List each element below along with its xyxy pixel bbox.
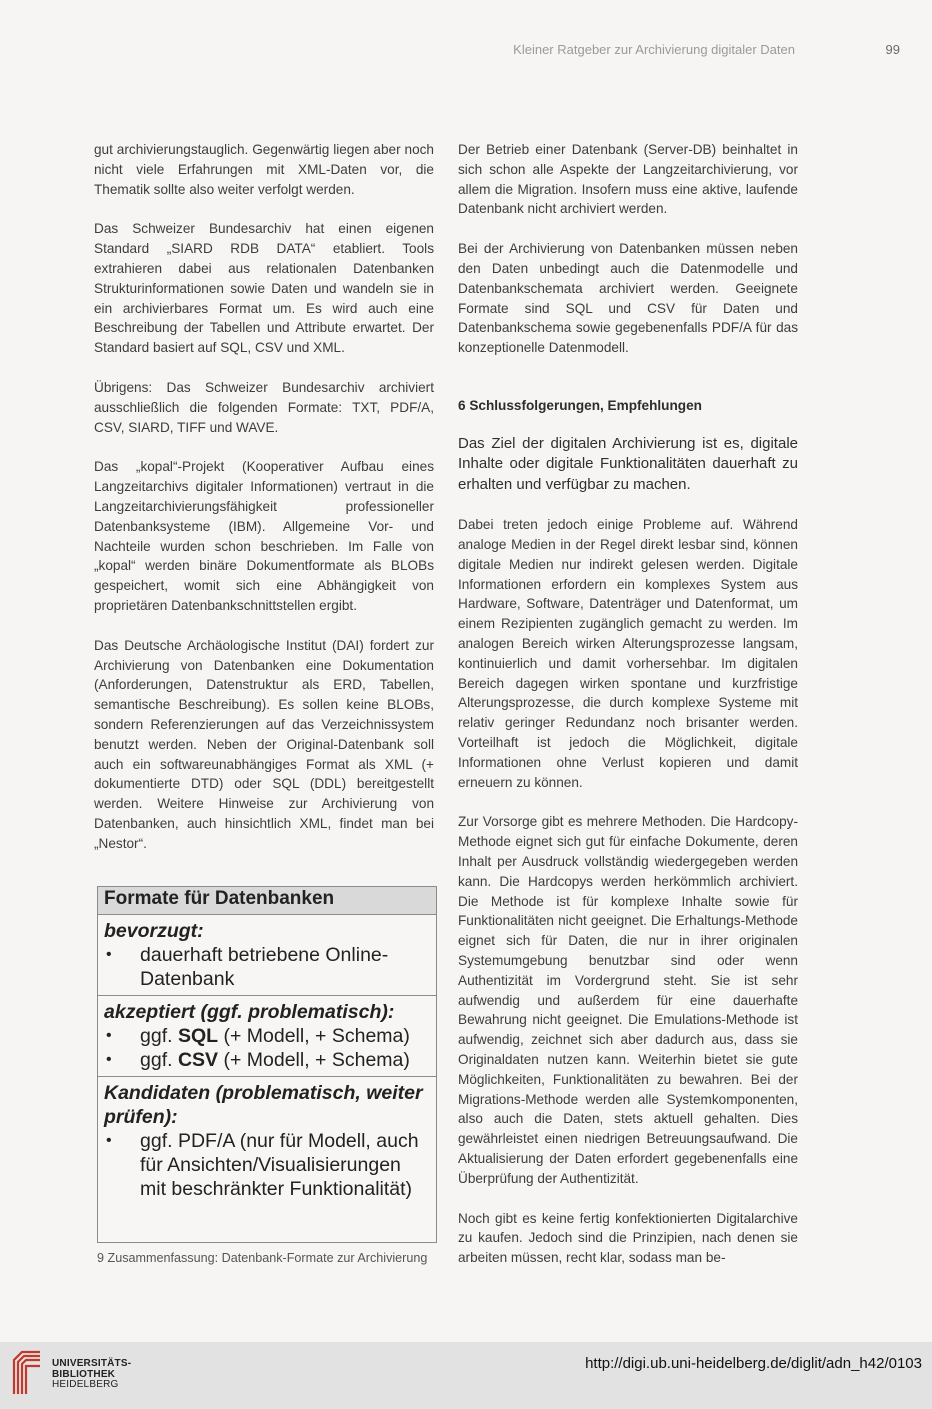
box-section-candidates xyxy=(98,1077,436,1205)
left-column xyxy=(94,140,434,874)
box-section-preferred xyxy=(98,915,436,996)
paragraph: Das Deutsche Archäologische Institut (DAI) fordert zur Archivierung von Datenbanken eine Dokumentation (Anforderungen, Datenstruktur als ERD, Tabellen, semantische Beschreibung). Es sollen keine BLOBs, sondern Referenzierungen auf das Verzeichnissystem benutzt werden. Neben der Original-Datenbank soll auch ein softwareunabhängiges Format als XML (+ dokumentierte DTD) oder SQL (DDL) bereitgestellt werden. Weitere Hinweise zur Archivierung von Datenbanken, auch hinsichtlich XML, findet man bei „Nestor“. xyxy=(94,637,434,851)
box-item-suffix: (+ Modell, + Schema) xyxy=(218,1025,410,1047)
box-item xyxy=(104,1024,432,1048)
source-url[interactable]: http://digi.ub.uni-heidelberg.de/diglit/adn_h42/0103 xyxy=(585,1355,922,1372)
box-item-format: SQL xyxy=(177,1025,219,1047)
box-item xyxy=(104,943,432,991)
paragraph: Bei der Archivierung von Datenbanken müssen neben den Daten unbedingt auch die Datenmodelle und Datenbankschemata archiviert werden. Geeignete Formate sind SQL und CSV für Daten und Datenbankschema sowie gegebenenfalls PDF/A für das konzeptionelle Datenmodell. xyxy=(458,241,798,356)
library-name xyxy=(52,1359,131,1391)
bullet-icon: • xyxy=(106,1132,112,1149)
box-title: Formate für Datenbanken xyxy=(98,887,436,915)
box-heading: Kandidaten (problematisch, weiter prüfen): xyxy=(104,1082,423,1128)
right-column xyxy=(458,140,798,1288)
formats-box xyxy=(97,886,437,1243)
paragraph: Das Schweizer Bundesarchiv hat einen eigenen Standard „SIARD RDB DATA“ etabliert. Tools extrahieren dabei aus relationalen Datenbanken Strukturinformationen sowie Daten und wandeln sie in ein archivierbares Format um. Es wird auch eine Beschreibung der Tabellen und Attribute erwartet. Der Standard basiert auf SQL, CSV und XML. xyxy=(94,221,434,356)
box-item-text: dauerhaft betriebene Online-Datenbank xyxy=(140,944,389,990)
library-name-line: BIBLIOTHEK xyxy=(52,1368,116,1380)
paragraph: Zur Vorsorge gibt es mehrere Methoden. Die Hardcopy-Methode eignet sich gut für einfache Dokumente, deren Inhalt per Ausdruck vollständig wiedergegeben werden kann. Die Hardcopys werden herkömmlich archiviert. Die Methode ist für komplexe Inhalte sowie für Funktionalitäten nicht geeignet. Die Erhaltungs-Methode eignet sich für Daten, die nur in ihrer originalen Systemumgebung benutzbar sind oder wenn Authentizität im Vordergrund steht. Sie ist sehr aufwendig und außerdem für eine dauerhafte Bewahrung nicht geeignet. Die Emulations-Methode ist aufwendig, zeichnet sich aber dadurch aus, dass sie Originaldaten nutzen kann. Weiterhin bietet sie gute Möglichkeiten, Funktionalitäten zu bewahren. Bei der Migrations-Methode werden alle Systemkomponenten, also auch die Daten, stets aktuell gehalten. Dies gewährleistet einen niedrigen Betreuungsaufwand. Die Aktualisierung der Daten erfordert gegebenenfalls eine Überprüfung der Authentizität. xyxy=(458,814,798,1186)
lead-paragraph: Das Ziel der digitalen Archivierung ist es, digitale Inhalte oder digitale Funktionalitäten dauerhaft zu erhalten und verfügbar zu machen. xyxy=(458,434,798,493)
library-footer xyxy=(0,1342,932,1409)
paragraph: Noch gibt es keine fertig konfektionierten Digitalarchive zu kaufen. Jedoch sind die Prinzipien, nach denen sie arbeiten müssen, recht klar, sodass man be- xyxy=(458,1210,798,1266)
box-heading: akzeptiert (ggf. problematisch): xyxy=(104,1001,395,1023)
figure-caption: 9 Zusammenfassung: Datenbank-Formate zur Archivierung xyxy=(97,1251,428,1265)
bullet-icon: • xyxy=(106,946,112,963)
paragraph: gut archivierungstauglich. Gegenwärtig liegen aber noch nicht viele Erfahrungen mit XML-Daten vor, die Thematik sollte also weiter verfolgt werden. xyxy=(94,142,434,197)
section-heading: 6 Schlussfolgerungen, Empfehlungen xyxy=(458,397,702,413)
bullet-icon: • xyxy=(106,1027,112,1044)
box-section-accepted xyxy=(98,996,436,1077)
box-heading: bevorzugt: xyxy=(104,920,204,942)
page-number: 99 xyxy=(885,42,900,57)
box-item-suffix: (+ Modell, + Schema) xyxy=(218,1049,410,1071)
box-item-prefix: ggf. xyxy=(140,1025,178,1047)
library-logo-icon xyxy=(10,1350,42,1396)
paragraph: Übrigens: Das Schweizer Bundesarchiv archiviert ausschließlich die folgenden Formate: TXT, PDF/A, CSV, SIARD, TIFF und WAVE. xyxy=(94,379,434,435)
box-item-text: ggf. PDF/A (nur für Modell, auch für Ansichten/Visualisierungen mit beschränkter Funktionalität) xyxy=(140,1130,419,1200)
running-head: Kleiner Ratgeber zur Archivierung digitaler Daten xyxy=(513,42,795,57)
box-item xyxy=(104,1129,432,1201)
bullet-icon: • xyxy=(106,1051,112,1068)
box-item-prefix: ggf. xyxy=(140,1049,178,1071)
library-name-line: UNIVERSITÄTS- xyxy=(52,1358,132,1369)
library-name-line: HEIDELBERG xyxy=(52,1379,119,1390)
paragraph: Dabei treten jedoch einige Probleme auf. Während analoge Medien in der Regel direkt lesbar sind, können digitale Medien nur indirekt gelesen werden. Digitale Informationen erfordern ein komplexes System aus Hardware, Software, Datenträger und Datenformat, um einem Rezipienten zugänglich gemacht zu werden. Im analogen Bereich wirken Alterungsprozesse langsam, kontinuierlich und damit vorhersehbar. Im digitalen Bereich dagegen wirken spontane und kurzfristige Alterungsprozesse, die durch komplexe Systeme mit relativ geringer Redundanz noch brisanter werden. Vorteilhaft ist jedoch die Möglichkeit, digitale Informationen ohne Verlust kopieren und damit erneuern zu können. xyxy=(458,517,798,790)
paragraph: Der Betrieb einer Datenbank (Server-DB) beinhaltet in sich schon alle Aspekte der Langzeitarchivierung, vor allem die Migration. Insofern muss eine aktive, laufende Datenbank nicht archiviert werden. xyxy=(458,142,798,217)
box-item xyxy=(104,1048,432,1072)
paragraph: Das „kopal“-Projekt (Kooperativer Aufbau eines Langzeitarchivs digitaler Informationen) vertraut in die Langzeitarchivierungsfähigkeit professioneller Datenbanksysteme (IBM). Allgemeine Vor- und Nachteile wurden schon beschrieben. Im Falle von „kopal“ werden binäre Dokumentformate als BLOBs gespeichert, womit sich eine Abhängigkeit von proprietären Datenbankschnittstellen ergibt. xyxy=(94,459,434,613)
box-item-format: CSV xyxy=(177,1049,219,1071)
